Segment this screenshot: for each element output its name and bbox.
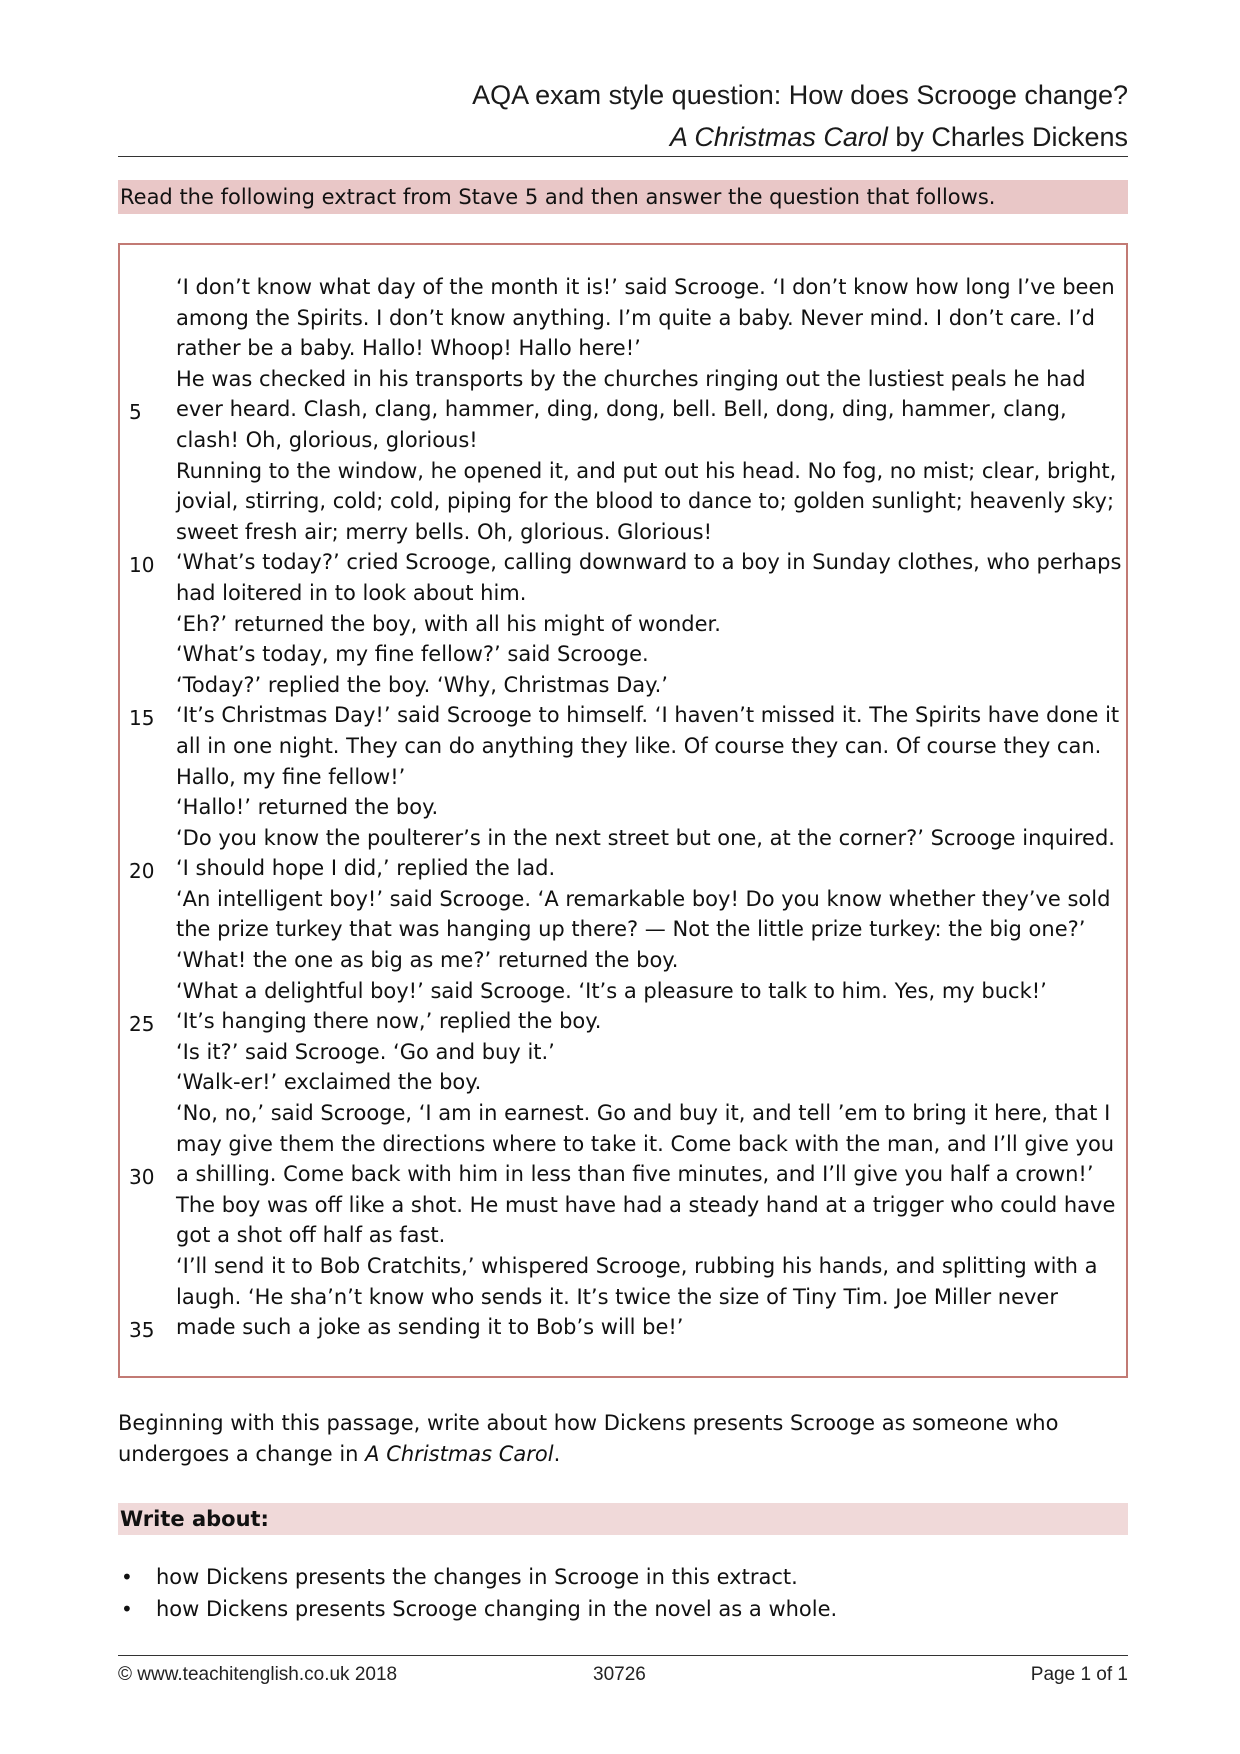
extract-line <box>176 303 1126 334</box>
question-book-title: A Christmas Carol <box>365 1441 554 1466</box>
list-item <box>118 1561 1128 1593</box>
write-about-list <box>118 1561 1128 1625</box>
extract-line <box>176 884 1126 915</box>
extract-line-text: made such a joke as sending it to Bob’s will be!’ <box>176 1315 684 1340</box>
extract-line-text: had loitered in to look about him. <box>176 580 527 605</box>
extract-line <box>176 1129 1126 1160</box>
list-item-text: how Dickens presents Scrooge changing in the novel as a whole. <box>156 1597 838 1621</box>
extract-line <box>176 1282 1126 1313</box>
extract-line-text: ‘An intelligent boy!’ said Scrooge. ‘A remarkable boy! Do you know whether they’ve sold <box>176 886 1111 911</box>
extract-line-text: ever heard. Clash, clang, hammer, ding, dong, bell. Bell, dong, ding, hammer, clang, <box>176 397 1067 422</box>
extract-line-text: He was checked in his transports by the churches ringing out the lustiest peals he had <box>176 366 1086 391</box>
extract-line <box>176 272 1126 303</box>
extract-line <box>176 517 1126 548</box>
extract-line <box>176 609 1126 640</box>
extract-line <box>176 945 1126 976</box>
extract-line-text: ‘Hallo!’ returned the boy. <box>176 795 439 820</box>
extract-line-text: ‘No, no,’ said Scrooge, ‘I am in earnest. Go and buy it, and tell ’em to bring it here, that I <box>176 1101 1111 1126</box>
extract-line <box>176 1190 1126 1221</box>
extract-line-text: ‘Do you know the poulterer’s in the next street but one, at the corner?’ Scrooge inquired. <box>176 825 1115 850</box>
line-number: 20 <box>129 859 155 884</box>
footer-copyright: © www.teachitenglish.co.uk 2018 <box>118 1664 398 1685</box>
extract-line-text: ‘I should hope I did,’ replied the lad. <box>176 856 556 881</box>
extract-line <box>129 1006 1126 1037</box>
extract-line <box>129 1312 1126 1343</box>
extract-line <box>129 853 1126 884</box>
extract-line-text: got a shot off half as fast. <box>176 1223 446 1248</box>
extract-line-text: ‘What! the one as big as me?’ returned the boy. <box>176 948 679 973</box>
extract-line <box>129 394 1126 425</box>
extract-line <box>129 700 1126 731</box>
extract-line-text: may give them the directions where to take it. Come back with the man, and I’ll give you <box>176 1131 1115 1156</box>
extract-line <box>176 456 1126 487</box>
extract-line-text: sweet fresh air; merry bells. Oh, glorious. Glorious! <box>176 519 713 544</box>
line-number: 35 <box>129 1318 155 1343</box>
bullet-icon: • <box>121 1565 133 1589</box>
extract-line <box>176 578 1126 609</box>
line-number: 15 <box>129 706 155 731</box>
extract-line <box>176 762 1126 793</box>
footer-page-number: Page 1 of 1 <box>1030 1664 1128 1685</box>
extract-line <box>176 1220 1126 1251</box>
extract-line <box>176 333 1126 364</box>
bullet-icon: • <box>121 1597 133 1621</box>
book-title: A Christmas Carol <box>669 122 888 152</box>
line-number: 5 <box>129 400 142 425</box>
footer-code: 30726 <box>593 1664 646 1685</box>
extract-line <box>129 1159 1126 1190</box>
extract-line <box>176 792 1126 823</box>
question-text: undergoes a change in <box>118 1441 366 1466</box>
extract-line <box>176 823 1126 854</box>
header-divider <box>118 156 1128 157</box>
extract-line-text: ‘What a delightful boy!’ said Scrooge. ‘It’s a pleasure to talk to him. Yes, my buck!’ <box>176 978 1047 1003</box>
extract-line <box>176 914 1126 945</box>
footer-divider <box>118 1655 1128 1656</box>
extract-line-text: ‘What’s today?’ cried Scrooge, calling downward to a boy in Sunday clothes, who perhaps <box>176 550 1122 575</box>
extract-line <box>176 1251 1126 1282</box>
author-byline: by Charles Dickens <box>887 122 1128 152</box>
extract-line-text: ‘Today?’ replied the boy. ‘Why, Christmas Day.’ <box>176 672 668 697</box>
line-number: 10 <box>129 553 155 578</box>
extract-line-text: ‘Is it?’ said Scrooge. ‘Go and buy it.’ <box>176 1039 555 1064</box>
list-item-text: how Dickens presents the changes in Scrooge in this extract. <box>156 1565 798 1589</box>
extract-line-text: all in one night. They can do anything they like. Of course they can. Of course they can. <box>176 733 1102 758</box>
extract-line <box>176 425 1126 456</box>
page-title: AQA exam style question: How does Scrooge change? <box>472 80 1128 110</box>
question-line: Beginning with this passage, write about how Dickens presents Scrooge as someone who <box>118 1411 1059 1435</box>
extract-line-text: Running to the window, he opened it, and put out his head. No fog, no mist; clear, bright, <box>176 458 1117 483</box>
extract-text <box>129 272 1126 1343</box>
extract-line <box>176 1037 1126 1068</box>
extract-line-text: a shilling. Come back with him in less than five minutes, and I’ll give you half a crown!’ <box>176 1162 1094 1187</box>
extract-line-text: the prize turkey that was hanging up there? — Not the little prize turkey: the big one?’ <box>176 917 1086 942</box>
extract-line-text: clash! Oh, glorious, glorious! <box>176 427 478 452</box>
extract-line-text: rather be a baby. Hallo! Whoop! Hallo here!’ <box>176 336 641 361</box>
extract-line <box>176 486 1126 517</box>
extract-line-text: jovial, stirring, cold; cold, piping for the blood to dance to; golden sunlight; heavenly sky; <box>176 489 1115 514</box>
extract-line-text: ‘It’s Christmas Day!’ said Scrooge to himself. ‘I haven’t missed it. The Spirits have done it <box>176 703 1120 728</box>
question-text: . <box>553 1441 561 1466</box>
extract-line <box>176 1098 1126 1129</box>
extract-line <box>176 1067 1126 1098</box>
extract-line-text: laugh. ‘He sha’n’t know who sends it. It’s twice the size of Tiny Tim. Joe Miller never <box>176 1284 1058 1309</box>
line-number: 25 <box>129 1012 155 1037</box>
extract-line <box>176 639 1126 670</box>
essay-question <box>118 1408 1128 1469</box>
question-line <box>118 1439 1128 1470</box>
page-subtitle <box>118 120 1128 154</box>
extract-line-text: ‘It’s hanging there now,’ replied the boy. <box>176 1009 602 1034</box>
extract-line-text: Hallo, my fine fellow!’ <box>176 764 406 789</box>
extract-line <box>129 547 1126 578</box>
extract-line-text: among the Spirits. I don’t know anything. I’m quite a baby. Never mind. I don’t care. I’d <box>176 305 1095 330</box>
extract-line <box>176 731 1126 762</box>
extract-line-text: ‘Walk-er!’ exclaimed the boy. <box>176 1070 482 1095</box>
extract-line-text: ‘Eh?’ returned the boy, with all his might of wonder. <box>176 611 721 636</box>
extract-line-text: ‘What’s today, my fine fellow?’ said Scrooge. <box>176 642 649 667</box>
line-number: 30 <box>129 1165 155 1190</box>
list-item <box>118 1593 1128 1625</box>
extract-line <box>176 670 1126 701</box>
extract-line <box>176 364 1126 395</box>
extract-line <box>176 976 1126 1007</box>
extract-line-text: ‘I’ll send it to Bob Cratchits,’ whispered Scrooge, rubbing his hands, and splitting with a <box>176 1254 1098 1278</box>
instruction-banner: Read the following extract from Stave 5 and then answer the question that follows. <box>118 180 1128 214</box>
extract-line-text: The boy was off like a shot. He must have had a steady hand at a trigger who could have <box>176 1192 1116 1217</box>
write-about-heading: Write about: <box>118 1503 1128 1535</box>
extract-line-text: ‘I don’t know what day of the month it is!’ said Scrooge. ‘I don’t know how long I’ve been <box>176 275 1115 299</box>
